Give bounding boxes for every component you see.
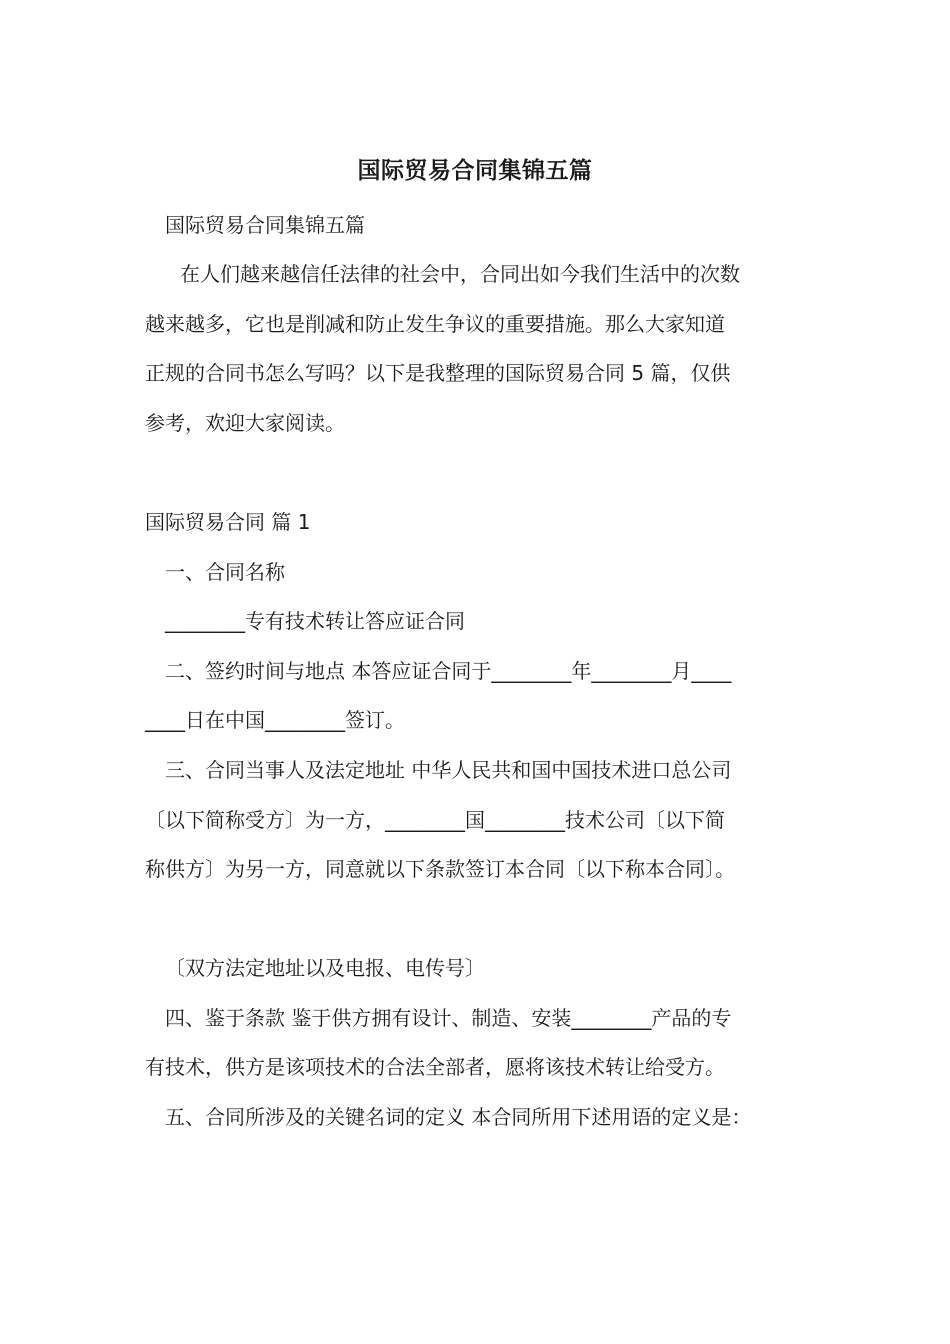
paragraph-line: 在人们越来越信任法律的社会中，合同出如今我们生活中的次数 xyxy=(180,262,740,286)
paragraph-line: ________专有技术转让答应证合同 xyxy=(165,609,465,633)
paragraph-line: 〔双方法定地址以及电报、电传号〕 xyxy=(165,956,485,980)
paragraph-line: 〔以下简称受方〕为一方，________国________技术公司〔以下简 xyxy=(145,808,725,832)
section-heading: 国际贸易合同 篇 1 xyxy=(145,510,311,534)
paragraph-line: 越来越多，它也是削减和防止发生争议的重要措施。那么大家知道 xyxy=(145,312,725,336)
paragraph-line: ____日在中国________签订。 xyxy=(145,708,405,732)
paragraph-line: 五、合同所涉及的关键名词的定义 本合同所用下述用语的定义是： xyxy=(165,1105,752,1129)
paragraph-line: 二、签约时间与地点 本答应证合同于________年________月____ xyxy=(165,659,732,683)
paragraph-line: 有技术，供方是该项技术的合法全部者，愿将该技术转让给受方。 xyxy=(145,1055,725,1079)
paragraph-line: 参考，欢迎大家阅读。 xyxy=(145,411,345,435)
paragraph-line: 四、鉴于条款 鉴于供方拥有设计、制造、安装________产品的专 xyxy=(165,1006,732,1030)
subtitle-line: 国际贸易合同集锦五篇 xyxy=(165,213,365,237)
paragraph-line: 正规的合同书怎么写吗？以下是我整理的国际贸易合同 5 篇，仅供 xyxy=(145,361,731,385)
clause-heading: 一、合同名称 xyxy=(165,560,285,584)
paragraph-line: 称供方〕为另一方，同意就以下条款签订本合同〔以下称本合同〕。 xyxy=(145,857,735,881)
document-title: 国际贸易合同集锦五篇 xyxy=(357,158,593,184)
paragraph-line: 三、合同当事人及法定地址 中华人民共和国中国技术进口总公司 xyxy=(165,758,732,782)
